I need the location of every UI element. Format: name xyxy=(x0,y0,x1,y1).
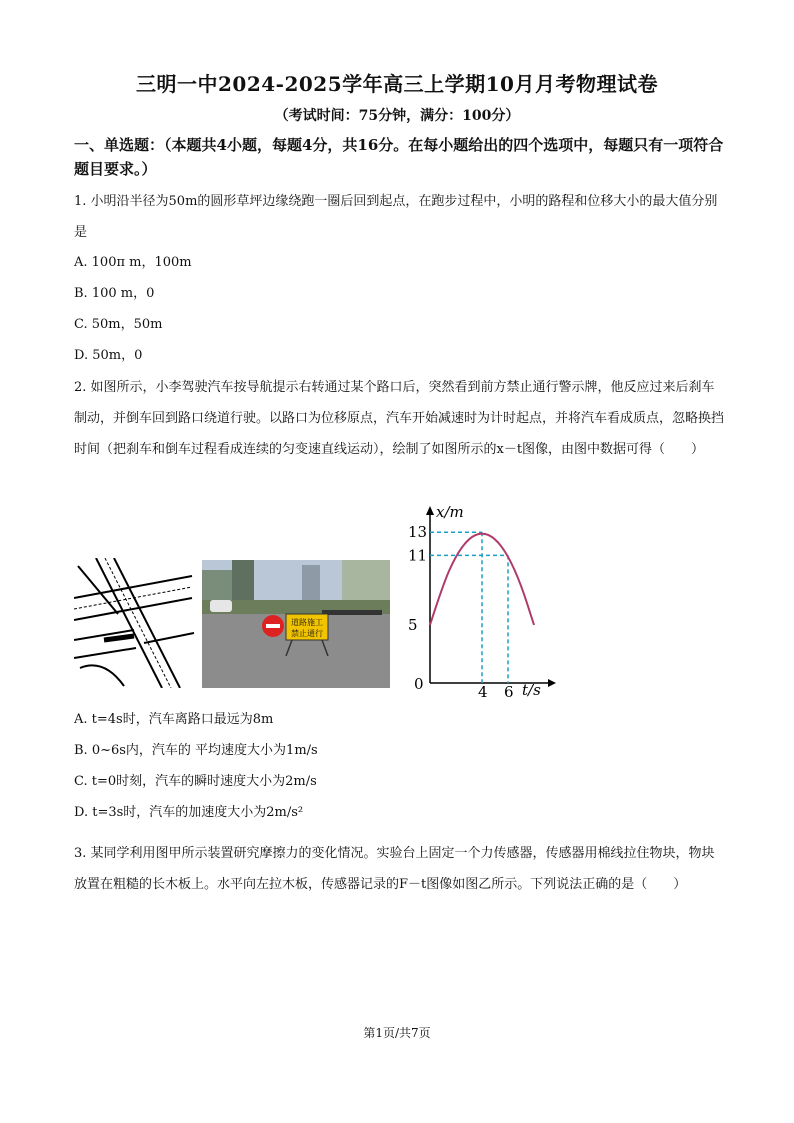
y-axis-label: x/m xyxy=(436,503,464,521)
x-axis-label: t/s xyxy=(522,681,541,699)
question-2-stem: 2. 如图所示，小李驾驶汽车按导航提示右转通过某个路口后，突然看到前方禁止通行警示牌，他反应过来后刹车制动，并倒车回到路口绕道行驶。以路口为位移原点，汽车开始减速时为计时起点，并将汽车看成质点，忽略换挡时间（把刹车和倒车过程看成连续的匀变速直线运动），绘制了如图所示的x－t图像，由图中数据可得（ ） xyxy=(74,380,725,457)
origin-label: 0 xyxy=(414,675,424,693)
question-1-option-c: C. 50m，50m xyxy=(74,317,163,332)
x-axis-arrow xyxy=(548,679,556,687)
y-tick-label: 5 xyxy=(408,616,418,634)
question-2-option-c: C. t=0时刻，汽车的瞬时速度大小为2m/s xyxy=(74,774,317,789)
x-tick-label: 4 xyxy=(478,683,488,701)
exam-title: 三明一中2024-2025学年高三上学期10月月考物理试卷 xyxy=(136,72,658,96)
section-heading: 一、单选题：（本题共4小题，每题4分，共16分。在每小题给出的四个选项中，每题只有一项符合题目要求。） xyxy=(74,136,724,178)
question-1-option-d: D. 50m，0 xyxy=(74,348,143,363)
page-footer: 第1页/共7页 xyxy=(363,1026,431,1040)
question-1-option-b: B. 100 m，0 xyxy=(74,286,155,301)
question-2-option-a: A. t=4s时，汽车离路口最远为8m xyxy=(74,712,274,727)
question-2-option-b: B. 0~6s内，汽车的 平均速度大小为1m/s xyxy=(74,743,318,758)
y-axis-arrow xyxy=(426,506,434,515)
x-t-graph xyxy=(400,495,560,705)
y-tick-label: 11 xyxy=(408,546,428,565)
road-closure-photo xyxy=(202,560,390,688)
x-tick-label: 6 xyxy=(504,683,514,701)
question-1-stem: 1. 小明沿半径为50m的圆形草坪边缘绕跑一圈后回到起点，在跑步过程中，小明的路程和位移大小的最大值分别是 xyxy=(74,194,718,240)
question-2-option-d: D. t=3s时，汽车的加速度大小为2m/s² xyxy=(74,805,304,820)
exam-subtitle: （考试时间：75分钟，满分：100分） xyxy=(274,108,520,124)
road-intersection-figure xyxy=(74,558,194,688)
sign-line-1: 道路施工 xyxy=(291,618,323,627)
question-1-option-a: A. 100π m，100m xyxy=(74,255,192,270)
question-3-stem: 3. 某同学利用图甲所示装置研究摩擦力的变化情况。实验台上固定一个力传感器，传感器用棉线拉住物块，物块放置在粗糙的长木板上。水平向左拉木板，传感器记录的F－t图像如图乙所示。下列说法正确的是（ ） xyxy=(74,846,715,892)
y-tick-label: 13 xyxy=(408,523,428,542)
sign-line-2: 禁止通行 xyxy=(291,629,323,638)
